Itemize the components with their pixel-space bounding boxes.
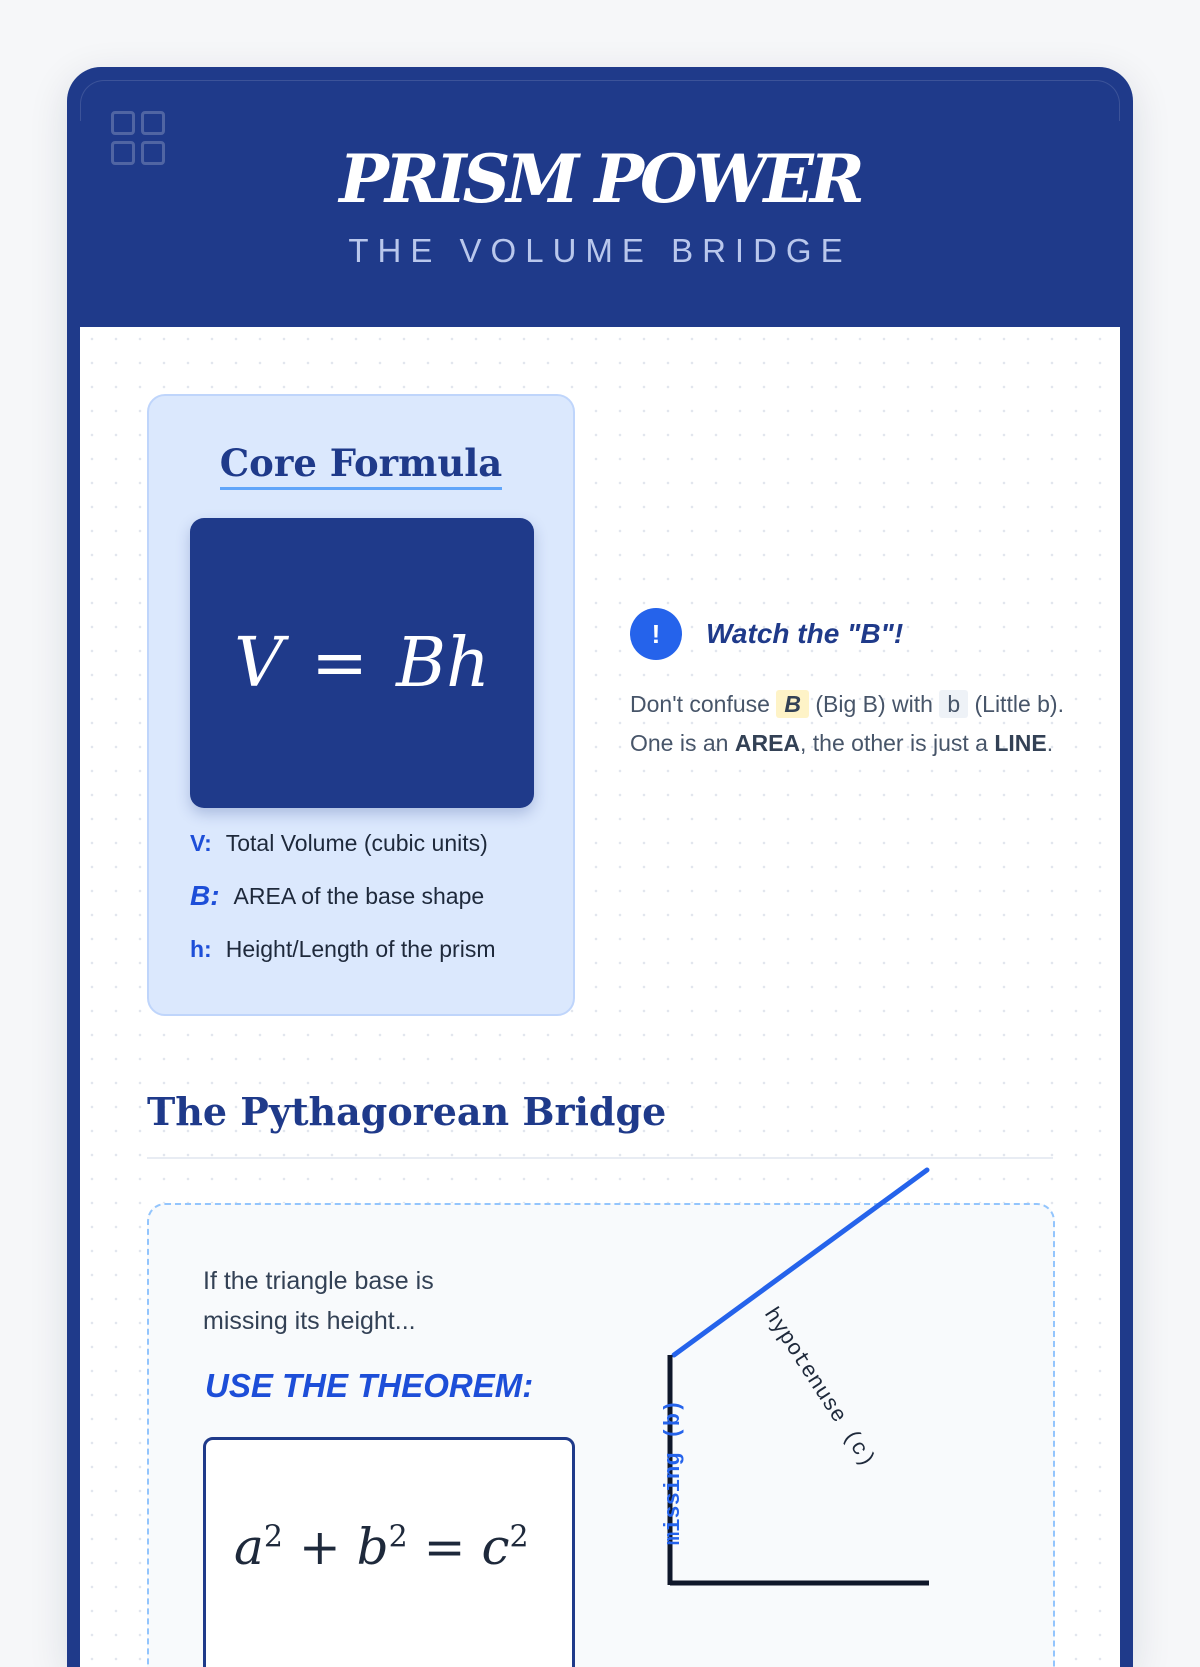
core-formula-panel [147,394,575,1016]
theorem-b: b [356,1518,389,1576]
watch-text-part: Don't confuse [630,691,777,717]
triangle-diagram [149,1205,1053,1667]
definition-row [190,879,484,913]
watch-text-part: . [1046,730,1054,756]
theorem-c: c [481,1518,510,1576]
main-card [67,67,1133,1667]
hypotenuse-label: hypotenuse (c) [758,1303,880,1472]
pythagorean-intro: If the triangle base is missing its height... [203,1267,434,1335]
theorem-a: a [234,1518,264,1576]
watch-text-part: (Big B) with [808,691,940,717]
definition-text: Total Volume (cubic units) [225,829,488,856]
pythagorean-cta: USE THE THEOREM: [205,1367,534,1404]
theorem-exponent: 2 [263,1519,283,1555]
formula-equals: = [311,623,369,703]
page-subtitle: THE VOLUME BRIDGE [348,232,852,269]
definition-key: V: [190,829,212,856]
content-area [80,327,1120,1667]
formula-box [190,518,534,808]
theorem-exponent: 2 [509,1519,529,1555]
watch-text-part: (Little b). One is an [630,691,1064,756]
big-b-tag: B [776,690,809,718]
line-emphasis: LINE [994,730,1047,756]
definition-key: h: [190,935,212,962]
watch-text-part: , the other is just a [800,730,995,756]
formula-rhs: Bh [396,623,490,703]
small-b-tag: b [939,690,968,718]
core-formula-title-text: Core Formula [220,441,503,490]
missing-height-label: missing (b) [661,1399,686,1545]
theorem-exponent: 2 [388,1519,408,1555]
core-formula-title [149,440,573,486]
pythagorean-panel [147,1203,1055,1667]
theorem-plus: + [298,1518,341,1576]
area-emphasis: AREA [734,730,801,756]
definition-text: Height/Length of the prism [225,935,496,962]
definition-text: AREA of the base shape [233,882,485,909]
alert-icon: ! [630,608,682,660]
pythagorean-heading: The Pythagorean Bridge [147,1089,667,1134]
theorem-equals: = [423,1518,466,1576]
hypotenuse-line [674,1170,927,1355]
watch-text [630,685,1070,763]
definition-key: B: [190,880,220,911]
card-inner-border [80,80,1120,121]
formula-lhs: V [234,623,284,703]
definition-row [190,932,496,966]
definition-row [190,826,488,860]
page-title: PRISM POWER [339,140,861,218]
section-divider [147,1157,1053,1159]
watch-title: Watch the "B"! [706,618,904,649]
